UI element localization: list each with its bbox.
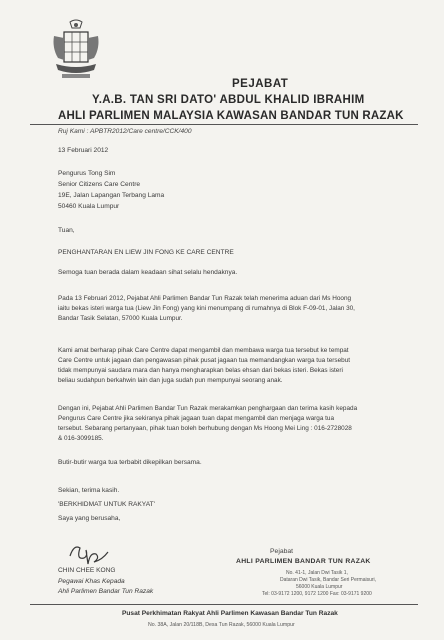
subject-line: PENGHANTARAN EN LIEW JIN FONG KE CARE CENTRE (58, 249, 234, 256)
salutation: Tuan, (58, 227, 75, 234)
stamp-line: 56000 Kuala Lumpur (296, 584, 343, 590)
para1-line: Bandar Tasik Selatan, 57000 Kuala Lumpur. (58, 315, 183, 322)
para2-line: tidak mempunyai saudara mara dan hanya mengharapkan belas ehsan dari bekas isteri. Bekas isteri (58, 367, 343, 374)
para3-line: Dengan ini, Pejabat Ahli Parlimen Bandar Tun Razak merakamkan penghargaan dan terima kasih kepada (58, 405, 358, 412)
para3-line: Pengurus Care Centre jika sekiranya pihak jagaan tuan dapat mengambil dan menjaga warga tua (58, 415, 335, 422)
signer-name: CHIN CHEE KONG (58, 567, 116, 574)
greeting: Semoga tuan berada dalam keadaan sihat selalu hendaknya. (58, 269, 238, 276)
header-constituency: AHLI PARLIMEN MALAYSIA KAWASAN BANDAR TUN RAZAK (58, 110, 404, 122)
recipient-address-2: 50460 Kuala Lumpur (58, 203, 120, 210)
signer-title-2: Ahli Parlimen Bandar Tun Razak (58, 588, 154, 595)
stamp-line: Dataran Dwi Tasik, Bandar Seri Permaisuri, (280, 577, 377, 583)
stamp-line: No. 41-1, Jalan Dwi Tasik 1, (286, 570, 348, 576)
para2-line: Kami amat berharap pihak Care Centre dapat mengambil dan membawa warga tua tersebut ke tempat (58, 347, 349, 354)
para3-line: tersebut. Sebarang pertanyaan, pihak tuan boleh berhubung dengan Ms Hoong Mei Ling : 016-2728028 (58, 425, 352, 432)
handwritten-signature (66, 538, 112, 568)
attachment-note: Butir-butir warga tua terbabit dikepilkan bersama. (58, 459, 202, 466)
yours-faithfully: Saya yang berusaha, (58, 515, 121, 522)
para1-line: iaitu bekas isteri warga tua (Liew Jin Fong) yang kini menumpang di rumahnya di Blok F-09-01, Jalan 30, (58, 305, 355, 312)
para2-line: Care Centre untuk jagaan dan pengawasan pihak pusat jagaan tua memandangkan warga tua tersebut (58, 357, 351, 364)
footer-office: Pusat Perkhimatan Rakyat Ahli Parlimen Kawasan Bandar Tun Razak (122, 610, 338, 617)
footer-rule (30, 604, 418, 605)
header-office: PEJABAT (232, 78, 289, 90)
closing: Sekian, terima kasih. (58, 487, 120, 494)
header-name: Y.A.B. TAN SRI DATO' ABDUL KHALID IBRAHIM (92, 94, 365, 106)
header-rule (30, 124, 418, 125)
para1-line: Pada 13 Februari 2012, Pejabat Ahli Parlimen Bandar Tun Razak telah menerima aduan dari Ms Hoong (58, 295, 352, 302)
recipient-address-1: 19E, Jalan Lapangan Terbang Lama (58, 192, 165, 199)
signer-title-1: Pegawai Khas Kepada (58, 578, 125, 585)
stamp-title: Pejabat (270, 548, 294, 555)
stamp-name: AHLI PARLIMEN BANDAR TUN RAZAK (236, 558, 371, 565)
reference-number: Ruj Kami : APBTR2012/Care centre/CCK/400 (58, 128, 192, 135)
recipient-name: Pengurus Tong Sim (58, 170, 116, 177)
letter-date: 13 Februari 2012 (58, 147, 109, 154)
coat-of-arms-logo (50, 18, 102, 88)
motto: 'BERKHIDMAT UNTUK RAKYAT' (58, 501, 155, 508)
recipient-org: Senior Citizens Care Centre (58, 181, 141, 188)
para3-line: & 016-3099185. (58, 435, 104, 442)
footer-address: No. 38A, Jalan 20/118B, Desa Tun Razak, 56000 Kuala Lumpur (148, 622, 295, 628)
stamp-line: Tel: 03-9172 1200, 9172 1200 Fax: 03-9171 9200 (262, 591, 372, 597)
para2-line: beliau sudahpun berkahwin lain dan juga sudah pun mempunyai seorang anak. (58, 377, 283, 384)
